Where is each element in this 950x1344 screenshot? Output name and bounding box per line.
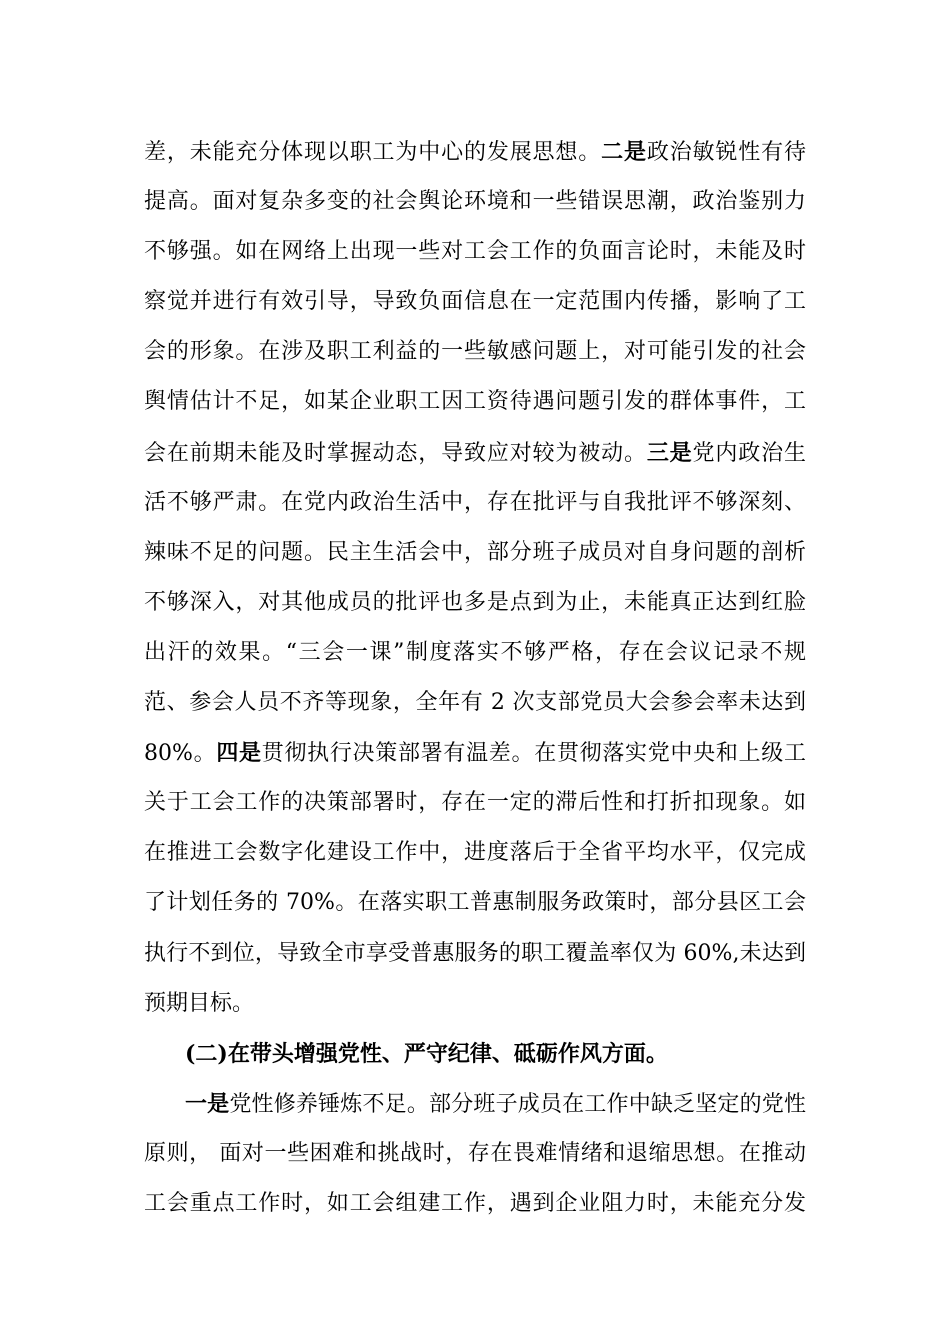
- text-line: [144, 528, 806, 578]
- emphasis-text: (二)在带头增强党性、严守纪律、砥砺作风方面。: [185, 1040, 668, 1067]
- text-run: 出汗的效果。“三会一课”制度落实不够严格，存在会议记录不规: [144, 639, 806, 665]
- text-run: 会在前期未能及时掌握动态，导致应对较为被动。: [144, 440, 647, 466]
- paragraph: [144, 1079, 806, 1229]
- text-line: [144, 778, 806, 828]
- text-line: [144, 377, 806, 427]
- text-line: [144, 828, 806, 878]
- text-run: 舆情估计不足，如某企业职工因工资待遇问题引发的群体事件，工: [144, 389, 806, 415]
- text-run: 80%。: [144, 741, 217, 767]
- emphasis-text: 二是: [601, 139, 647, 165]
- text-run: 执行不到位，导致全市享受普惠服务的职工覆盖率仅为 60%,未达到: [144, 940, 806, 966]
- text-run: 工会重点工作时，如工会组建工作，遇到企业阻力时，未能充分发: [144, 1190, 806, 1216]
- text-line: [144, 327, 806, 377]
- text-run: 范、参会人员不齐等现象，全年有 2 次支部党员大会参会率未达到: [144, 690, 806, 716]
- text-line: [144, 929, 806, 979]
- text-line: [144, 428, 806, 478]
- text-line: [144, 1179, 806, 1229]
- text-run: 辣味不足的问题。民主生活会中，部分班子成员对自身问题的剖析: [144, 539, 806, 565]
- text-line: [144, 628, 806, 678]
- text-run: 会的形象。在涉及职工利益的一些敏感问题上，对可能引发的社会: [144, 339, 806, 365]
- text-line: [144, 177, 806, 227]
- text-run: 察觉并进行有效引导，导致负面信息在一定范围内传播，影响了工: [144, 289, 806, 315]
- text-run: 党性修养锤炼不足。部分班子成员在工作中缺乏坚定的党性: [229, 1091, 806, 1117]
- text-line: [144, 127, 806, 177]
- text-line: [144, 728, 806, 778]
- text-run: 原则， 面对一些困难和挑战时，存在畏难情绪和退缩思想。在推动: [144, 1140, 806, 1166]
- document-body: [144, 127, 806, 1229]
- text-run: 了计划任务的 70%。在落实职工普惠制服务政策时，部分县区工会: [144, 890, 806, 916]
- text-run: 不够深入，对其他成员的批评也多是点到为止，未能真正达到红脸: [144, 589, 806, 615]
- section-heading: [144, 1029, 806, 1079]
- text-run: 党内政治生: [692, 440, 806, 466]
- text-line: [144, 1079, 806, 1129]
- text-line: [144, 979, 806, 1029]
- text-run: 提高。面对复杂多变的社会舆论环境和一些错误思潮，政治鉴别力: [144, 189, 806, 215]
- text-run: 贯彻执行决策部署有温差。在贯彻落实党中央和上级工: [261, 741, 806, 767]
- text-line: [144, 1129, 806, 1179]
- text-run: 活不够严肃。在党内政治生活中，存在批评与自我批评不够深刻、: [144, 489, 806, 515]
- text-run: 在推进工会数字化建设工作中，进度落后于全省平均水平，仅完成: [144, 840, 806, 866]
- emphasis-text: 三是: [646, 439, 693, 466]
- text-run: 预期目标。: [144, 990, 255, 1016]
- text-line: [144, 478, 806, 528]
- text-line: [144, 578, 806, 628]
- text-run: 政治敏锐性有待: [646, 140, 806, 165]
- text-line: [144, 277, 806, 327]
- emphasis-text: 四是: [216, 740, 262, 767]
- text-line: [144, 678, 806, 728]
- text-run: 差，未能充分体现以职工为中心的发展思想。: [144, 140, 602, 165]
- text-line: [144, 227, 806, 277]
- text-run: 不够强。如在网络上出现一些对工会工作的负面言论时，未能及时: [144, 239, 806, 265]
- paragraph: [144, 127, 806, 1029]
- text-line: [144, 878, 806, 928]
- emphasis-text: 一是: [185, 1090, 230, 1117]
- text-line: [144, 1029, 806, 1079]
- text-run: 关于工会工作的决策部署时，存在一定的滞后性和打折扣现象。如: [144, 790, 806, 816]
